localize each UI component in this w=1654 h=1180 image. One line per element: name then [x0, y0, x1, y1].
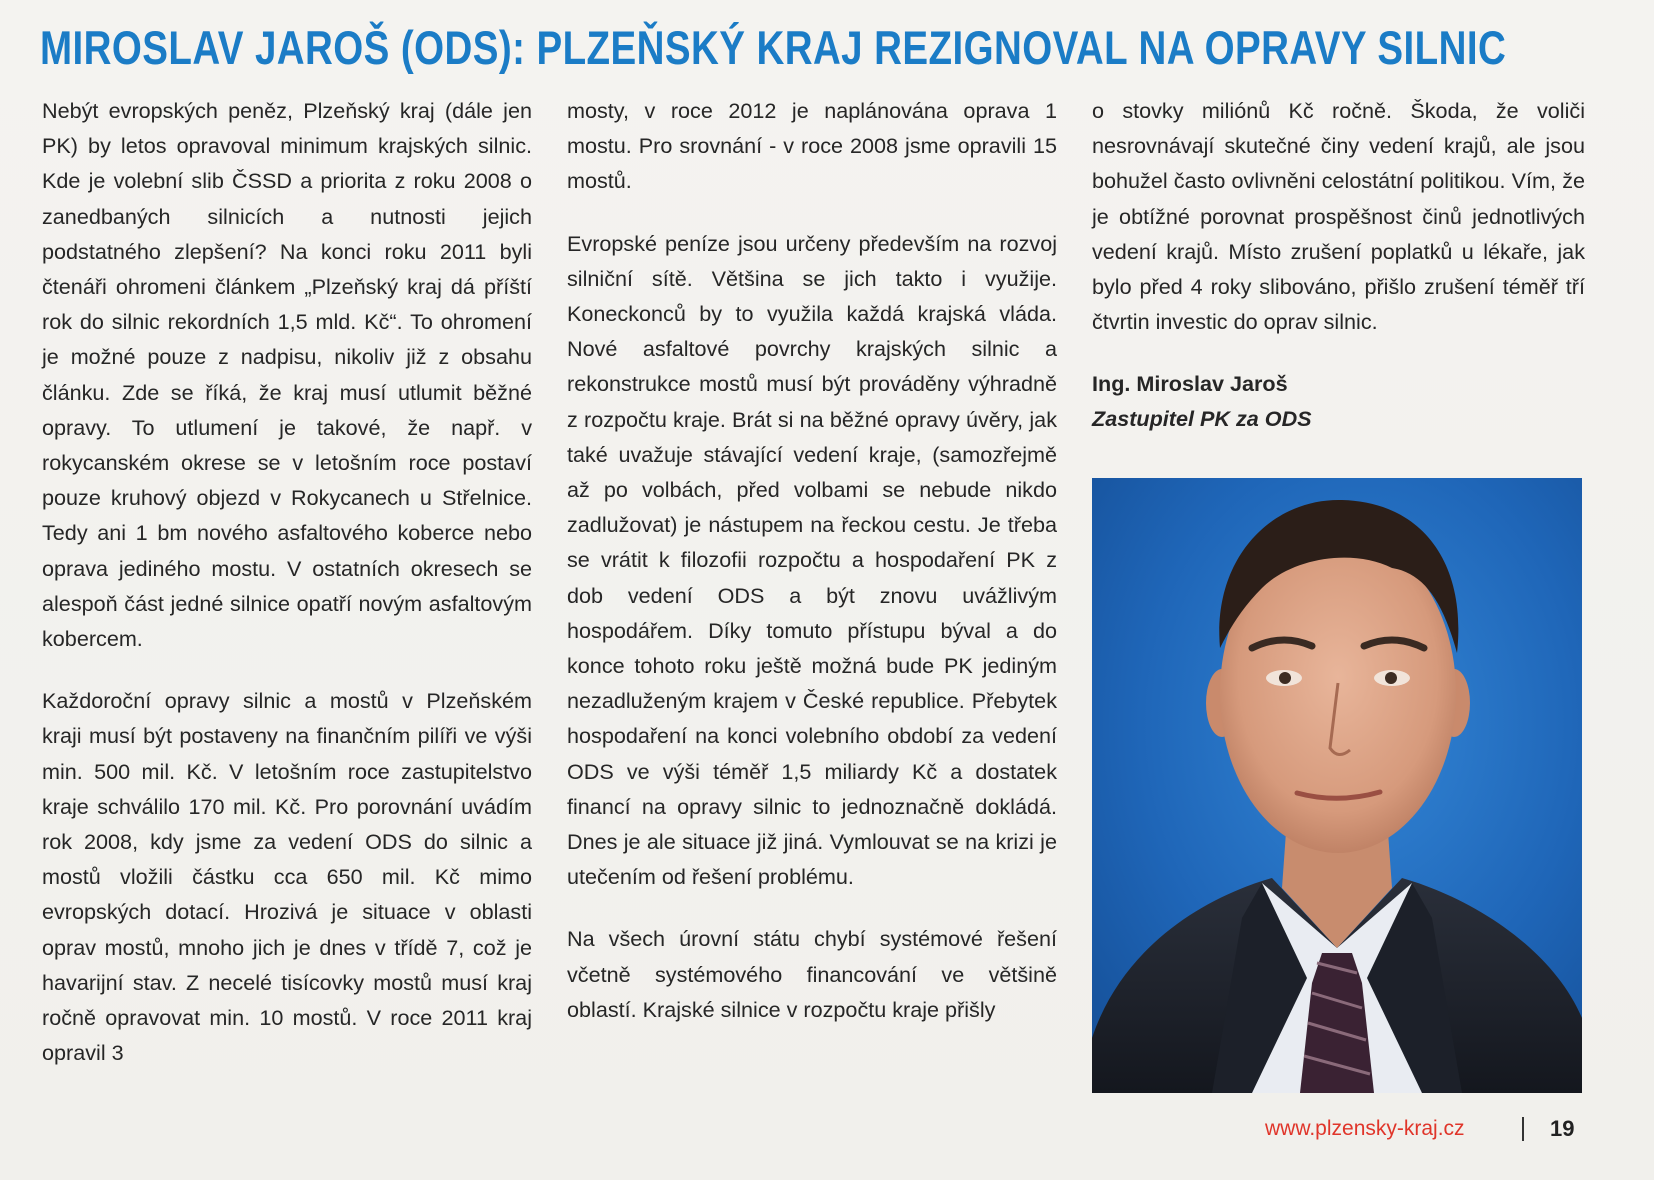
author-signature [1092, 366, 1585, 436]
author-name: Ing. Miroslav Jaroš [1092, 371, 1288, 397]
portrait-illustration [1092, 478, 1582, 1093]
paragraph: o stovky miliónů Kč ročně. Škoda, že voliči nesrovnávají skutečné činy vedení krajů, ale jsou bohužel často ovlivněni celostátní politikou. Vím, že je obtížné porovnat prospěšnost činů jednotlivých vedení krajů. Místo zrušení poplatků u lékaře, jak bylo před 4 roky slibováno, přišlo zrušení téměř tří čtvrtin investic do oprav silnic. [1092, 98, 1585, 335]
text-column-2 [567, 93, 1057, 1054]
paragraph: Evropské peníze jsou určeny především na rozvoj silniční sítě. Většina se jich takto i využije. Koneckonců by to využila každá krajská vláda. Nové asfaltové povrchy krajských silnic a rekonstrukce mostů musí být prováděny výhradně z rozpočtu kraje. Brát si na běžné opravy úvěry, jak také uvažuje stávající vedení kraje, (samozřejmě až po volbách, před volbami se nebude nikdo zadlužovat) je nástupem na řeckou cestu. Je třeba se vrátit k filozofii rozpočtu a hospodaření PK z dob vedení ODS a být znovu uvážlivým hospodářem. Díky tomuto přístupu býval a do konce tohoto roku ještě možná bude PK jediným nezadluženým krajem v České republice. Přebytek hospodaření na konci volebního období za vedení ODS ve výši téměř 1,5 miliardy Kč a dostatek financí na opravy silnic to jednoznačně dokládá. Dnes je ale situace již jiná. Vymlouvat se na krizi je utečením od řešení problému. [567, 230, 1057, 890]
paragraph: mosty, v roce 2012 je naplánována oprava 1 mostu. Pro srovnání - v roce 2008 jsme opravili 15 mostů. [567, 98, 1057, 194]
text-column-1 [42, 93, 532, 1097]
footer-website-link[interactable]: www.plzensky-kraj.cz [1265, 1117, 1465, 1140]
page-number: 19 [1550, 1116, 1575, 1141]
paragraph: Každoroční opravy silnic a mostů v Plzeňském kraji musí být postaveny na finančním pilíři ve výši min. 500 mil. Kč. V letošním roce zastupitelstvo kraje schválilo 170 mil. Kč. Pro porovnání uvádím rok 2008, kdy jsme za vedení ODS do silnic a mostů vložili částku cca 650 mil. Kč mimo evropských dotací. Hrozivá je situace v oblasti oprav mostů, mnoho jich je dnes v třídě 7, což je havarijní stav. Z necelé tisícovky mostů musí kraj ročně opravovat min. 10 mostů. V roce 2011 kraj opravil 3 [42, 688, 532, 1066]
footer-divider [1522, 1117, 1524, 1141]
paragraph: Na všech úrovní státu chybí systémové řešení včetně systémového financování ve většině oblastí. Krajské silnice v rozpočtu kraje přišly [567, 926, 1057, 1022]
author-role: Zastupitel PK za ODS [1092, 406, 1312, 432]
article-headline: MIROSLAV JAROŠ (ODS): PLZEŇSKÝ KRAJ REZIGNOVAL NA OPRAVY SILNIC [40, 21, 1507, 74]
text-column-3 [1092, 93, 1585, 436]
paragraph: Nebýt evropských peněz, Plzeňský kraj (dále jen PK) by letos opravoval minimum krajských silnic. Kde je volební slib ČSSD a priorita z roku 2008 o zanedbaných silnicích a nutnosti jejich podstatného zlepšení? Na konci roku 2011 byli čtenáři ohromeni článkem „Plzeňský kraj dá příští rok do silnic rekordních 1,5 mld. Kč“. To ohromení je možné pouze z nadpisu, nikoliv již z obsahu článku. Zde se říká, že kraj musí utlumit běžné opravy. To utlumení je takové, že např. v rokycanském okrese se v letošním roce postaví pouze kruhový objezd v Rokycanech u Střelnice. Tedy ani 1 bm nového asfaltového koberce nebo oprava jediného mostu. V ostatních okresech se alespoň část jedné silnice opatří novým asfaltovým kobercem. [42, 98, 532, 652]
portrait-photo [1092, 478, 1582, 1093]
